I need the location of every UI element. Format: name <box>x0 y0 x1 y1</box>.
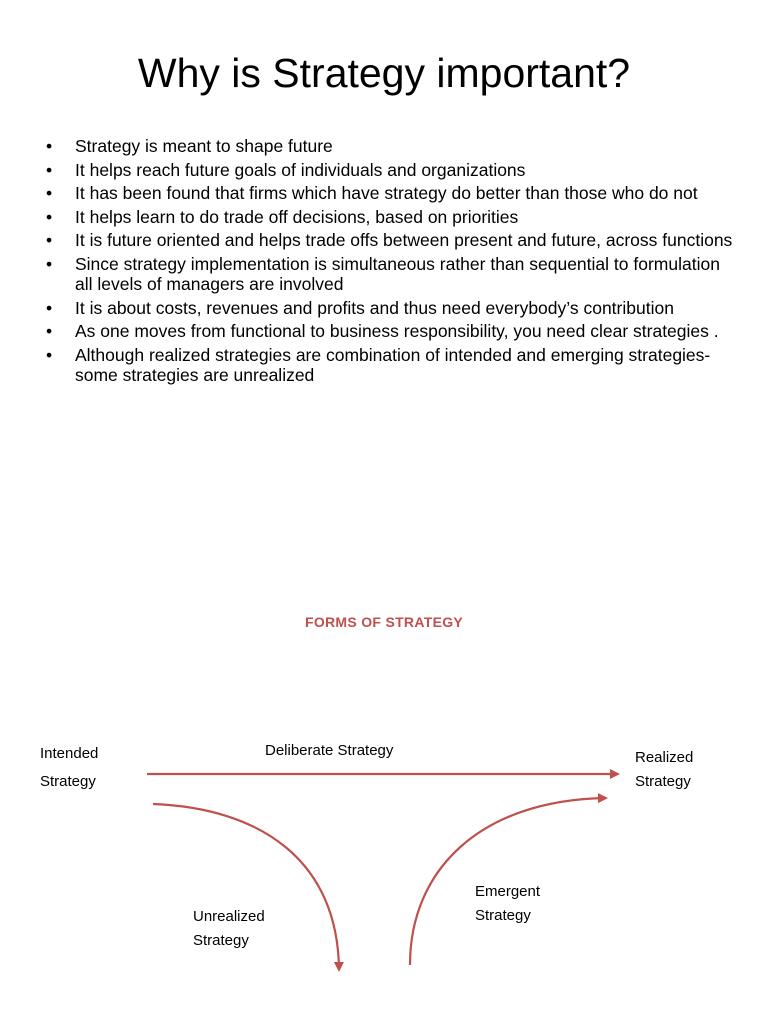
bullet-marker: • <box>46 230 53 250</box>
diagram-title: FORMS OF STRATEGY <box>304 614 464 630</box>
bullet-marker: • <box>46 344 53 365</box>
deliberate-strategy-label: Deliberate Strategy <box>265 742 394 759</box>
bullet-text: It is about costs, revenues and profits and thus need everybody’s contribution <box>75 297 674 318</box>
bullet-text: As one moves from functional to business responsibility, you need clear strategies . <box>75 321 719 341</box>
bullet-marker: • <box>46 136 53 156</box>
bullet-text: It helps reach future goals of individuals and organizations <box>75 159 526 180</box>
realized-label-line1: Realized <box>635 749 694 766</box>
page-title: Why is Strategy important? <box>137 50 631 96</box>
bullet-item <box>46 207 736 228</box>
bullet-text: It is future oriented and helps trade offs between present and future, across functions <box>75 230 733 250</box>
bullet-marker: • <box>46 253 53 274</box>
bullet-item <box>46 254 736 295</box>
bullet-marker: • <box>46 159 53 180</box>
intended-label-line1: Intended <box>40 745 99 762</box>
unrealized-strategy-label <box>193 905 265 953</box>
realized-strategy-label <box>635 746 693 794</box>
bullet-text: Strategy is meant to shape future <box>75 136 333 156</box>
bullet-item <box>46 230 736 251</box>
unrealized-label-line2: Strategy <box>193 932 249 949</box>
emergent-label-line2: Strategy <box>475 907 531 924</box>
bullet-marker: • <box>46 297 53 318</box>
bullet-text: It helps learn to do trade off decisions, based on priorities <box>75 206 519 227</box>
bullet-marker: • <box>46 183 53 203</box>
bullet-text: Although realized strategies are combination of intended and emerging strategies- some strategies are unrealized <box>75 344 711 385</box>
bullet-list <box>46 136 736 389</box>
bullet-text: It has been found that firms which have strategy do better than those who do not <box>75 183 698 203</box>
emergent-strategy-label <box>475 880 540 928</box>
bullet-item <box>46 345 736 386</box>
bullet-item <box>46 136 736 157</box>
unrealized-label-line1: Unrealized <box>193 908 265 925</box>
bullet-item <box>46 183 736 204</box>
emergent-label-line1: Emergent <box>475 883 541 900</box>
bullet-item <box>46 321 736 342</box>
bullet-marker: • <box>46 206 53 227</box>
realized-label-line2: Strategy <box>635 773 691 790</box>
bullet-marker: • <box>46 321 53 341</box>
intended-label-line2: Strategy <box>40 773 96 790</box>
bullet-text: Since strategy implementation is simultaneous rather than sequential to formulation all levels of managers are involved <box>75 253 720 294</box>
bullet-item <box>46 160 736 181</box>
intended-strategy-label <box>40 740 98 796</box>
bullet-item <box>46 298 736 319</box>
